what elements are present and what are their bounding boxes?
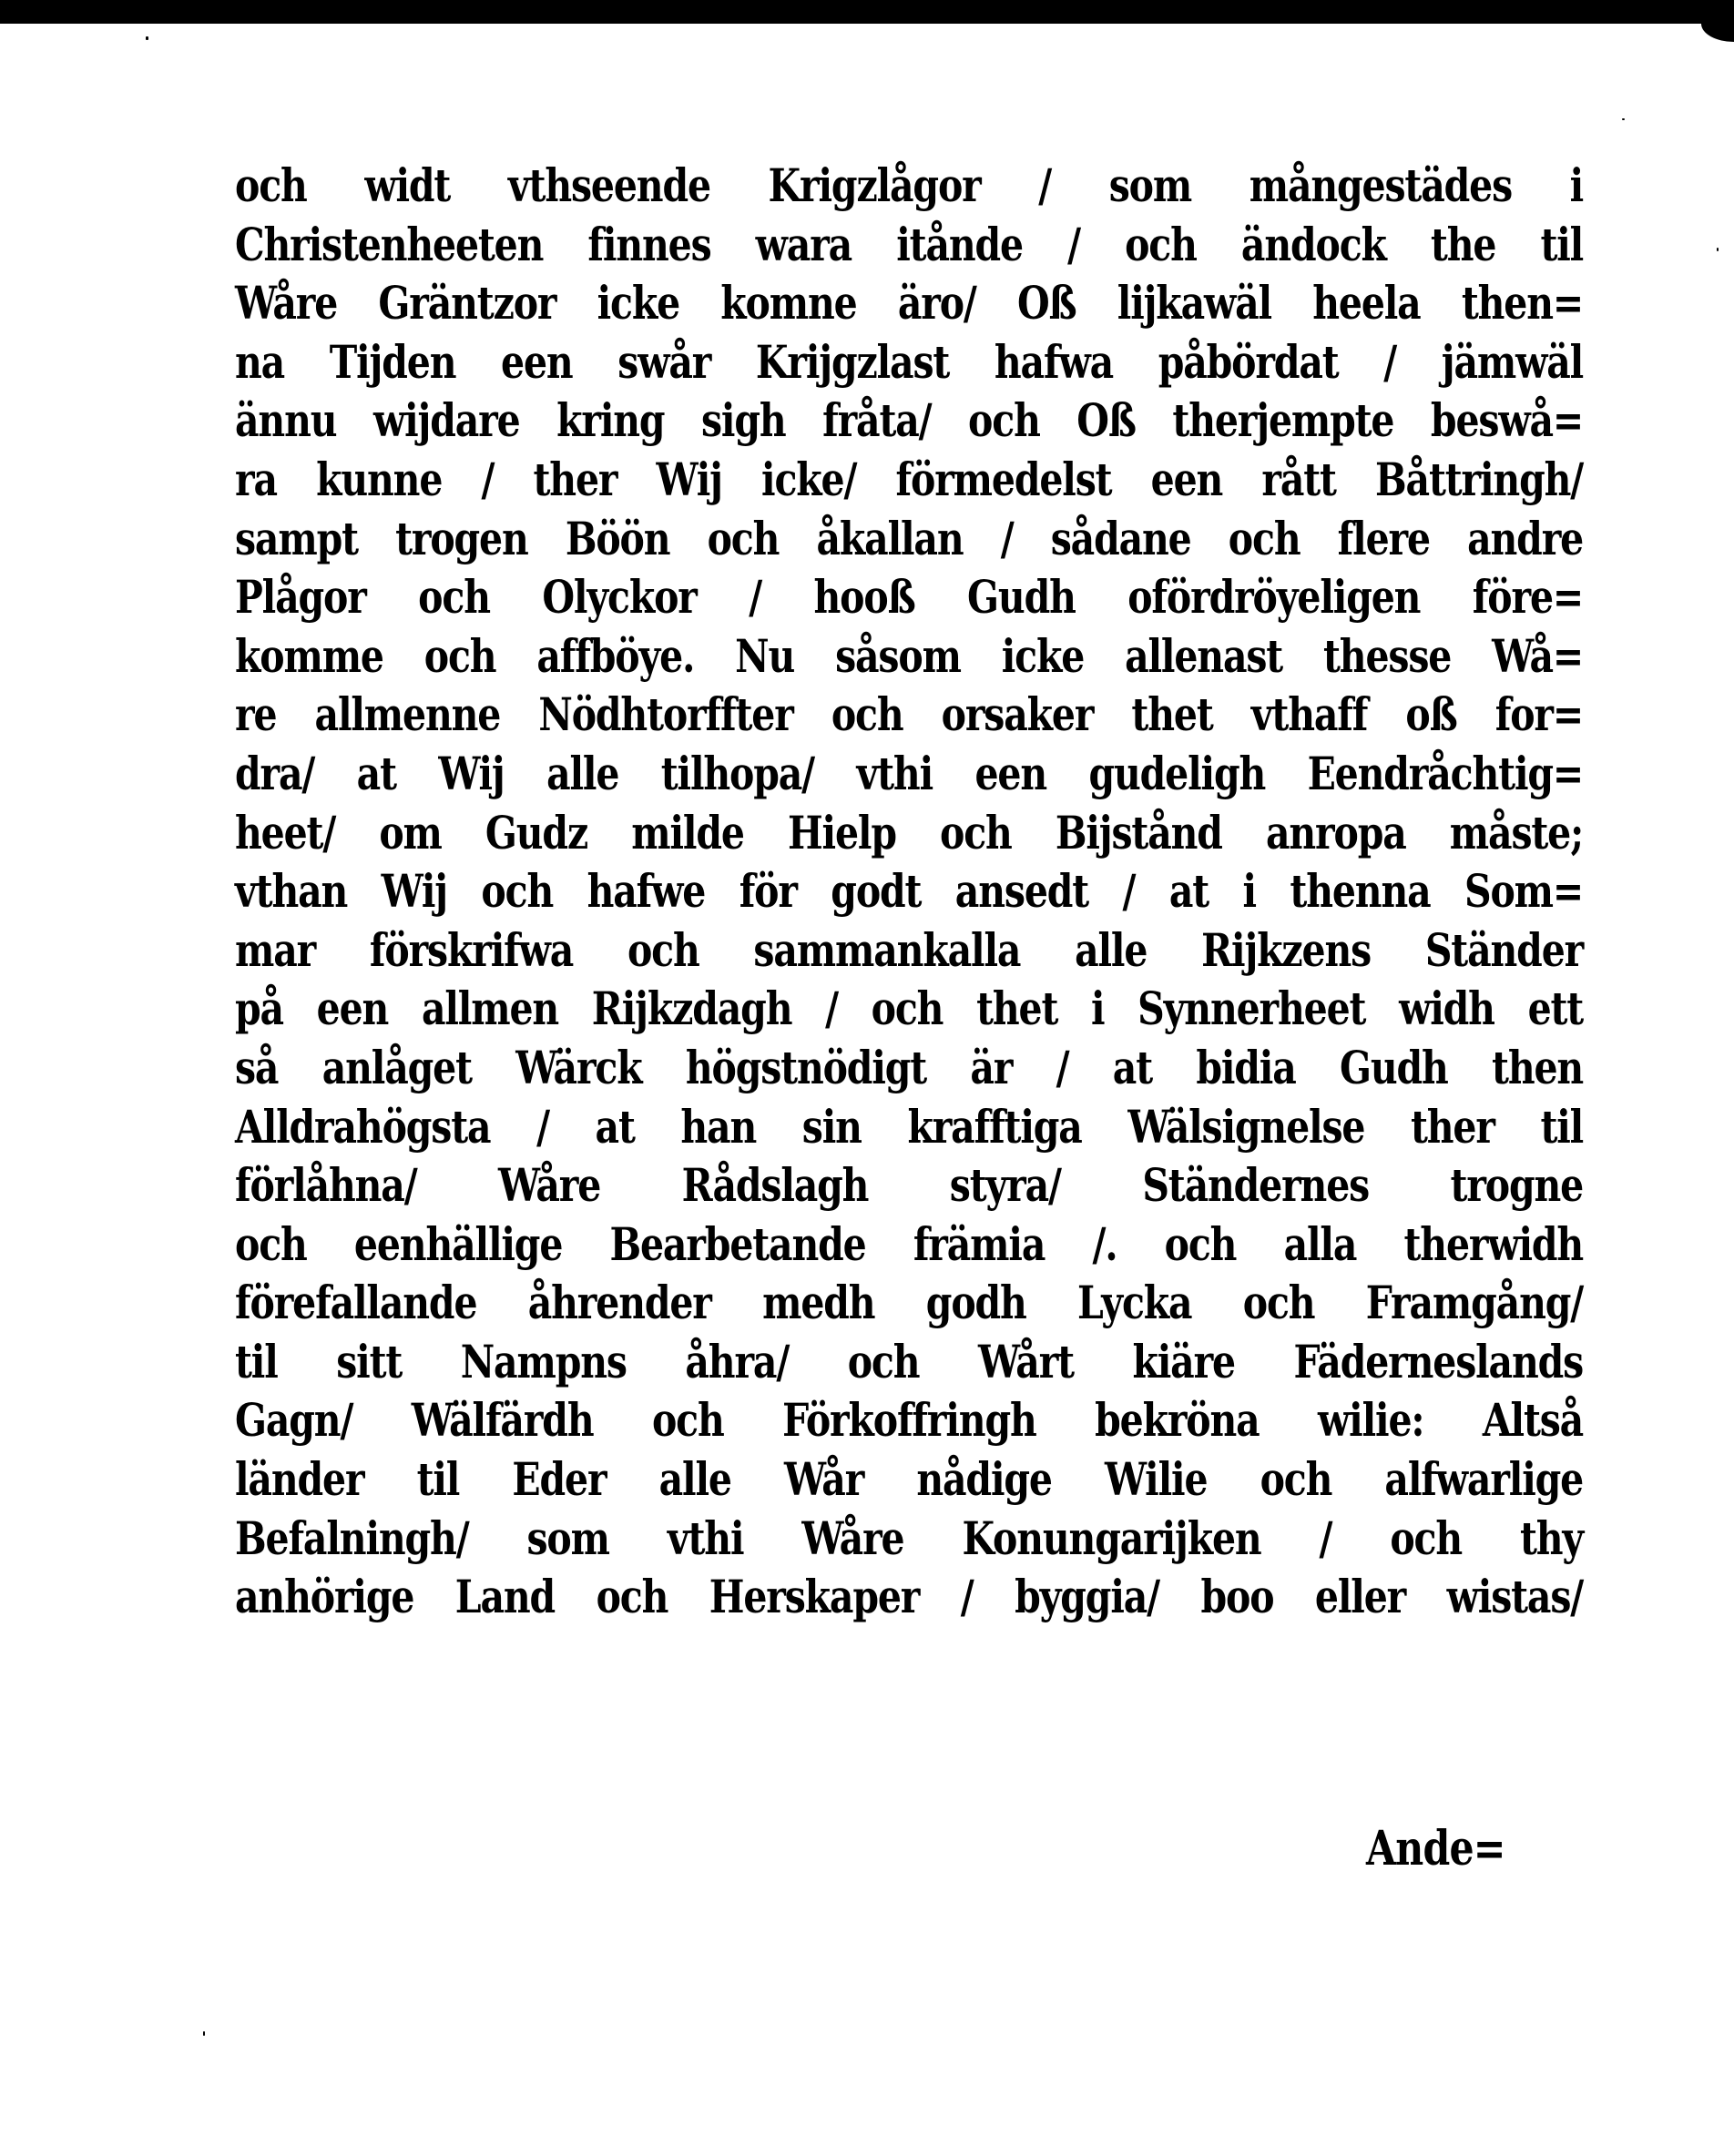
- scan-speck: [1622, 118, 1625, 120]
- text-line: mar förskrifwa och sammankalla alle Rijkzens Ständer: [235, 922, 1584, 977]
- text-line: anhörige Land och Herskaper / byggia/ boo eller wistas/: [235, 1570, 1584, 1624]
- text-line: heet/ om Gudz milde Hielp och Bijstånd anropa måste;: [235, 805, 1584, 859]
- text-line: Christenheeten finnes wara itånde / och ändock the til: [235, 217, 1584, 271]
- text-line: Befalningh/ som vthi Wåre Konungarijken / och thy: [235, 1510, 1584, 1565]
- scan-speck: [146, 36, 148, 40]
- text-line: och eenhällige Bearbetande främia /. och alla therwidh: [235, 1216, 1584, 1271]
- scan-speck: [203, 2031, 205, 2036]
- text-line: Gagn/ Wälfärdh och Förkoffringh bekröna wilie: Altså: [235, 1393, 1584, 1448]
- text-line: ra kunne / ther Wij icke/ förmedelst een rått Båttringh/: [235, 452, 1584, 506]
- text-line: förefallande åhrender medh godh Lycka och Framgång/: [235, 1276, 1584, 1330]
- text-line: ännu wijdare kring sigh fråta/ och Oß therjempte beswå=: [235, 393, 1584, 448]
- document-page: [235, 157, 1583, 1627]
- scan-speck: [1717, 248, 1719, 251]
- scan-border-top: [0, 0, 1734, 24]
- text-line: vthan Wij och hafwe för godt ansedt / at i thenna Som=: [235, 864, 1584, 919]
- text-line: re allmenne Nödhtorffter och orsaker thet vthaff oß for=: [235, 687, 1584, 742]
- text-line: komme och affböye. Nu såsom icke allenast thesse Wå=: [235, 628, 1584, 683]
- text-line: på een allmen Rijkzdagh / och thet i Synnerheet widh ett: [235, 981, 1584, 1036]
- text-line: länder til Eder alle Wår nådige Wilie och alfwarlige: [235, 1452, 1584, 1507]
- text-line: förlåhna/ Wåre Rådslagh styra/ Ständernes trogne: [235, 1158, 1584, 1213]
- text-line: så anlåget Wärck högstnödigt är / at bidia Gudh then: [235, 1040, 1584, 1094]
- text-line: Wåre Gräntzor icke komne äro/ Oß lijkawäl heela then=: [235, 276, 1584, 331]
- catchword: Ande=: [1366, 1821, 1505, 1876]
- text-line: och widt vthseende Krigzlågor / som mångestädes i: [235, 158, 1584, 212]
- text-line: til sitt Nampns åhra/ och Wårt kiäre Fäderneslands: [235, 1334, 1584, 1388]
- text-line: Plågor och Olyckor / hooß Gudh ofördröyeligen före=: [235, 570, 1584, 625]
- text-line: Alldrahögsta / at han sin krafftiga Wälsignelse ther til: [235, 1099, 1584, 1154]
- text-line: sampt trogen Böön och åkallan / sådane och flere andre: [235, 511, 1584, 565]
- text-line: na Tijden een swår Krijgzlast hafwa påbördat / jämwäl: [235, 334, 1584, 389]
- text-line: dra/ at Wij alle tilhopa/ vthi een gudeligh Eendråchtig=: [235, 746, 1584, 800]
